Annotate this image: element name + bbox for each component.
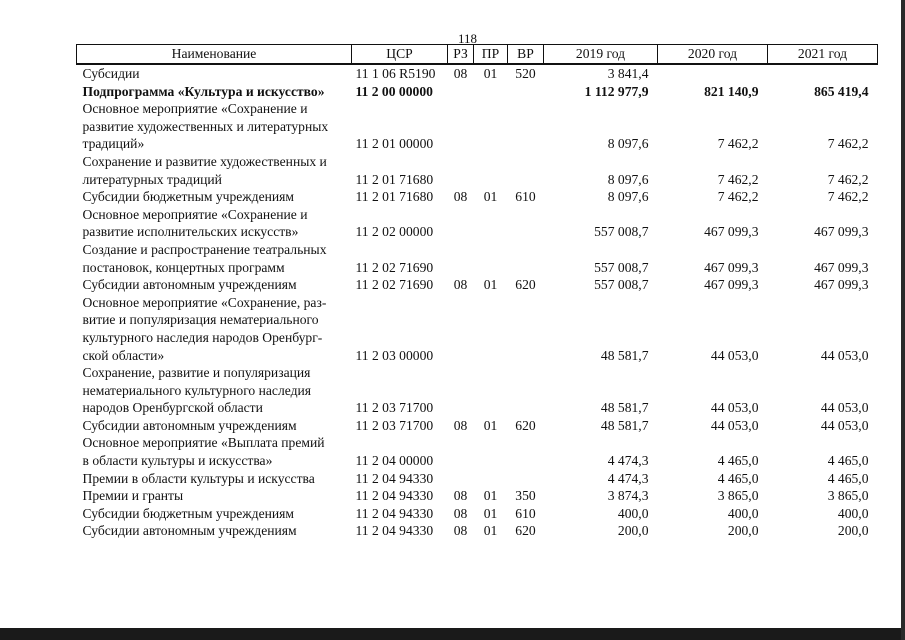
header-pr: ПР [474,45,508,65]
row-rz: 08 [453,488,468,504]
row-value-2020: 3 865,0 [717,488,759,504]
row-value-2021: 467 099,3 [814,224,869,240]
row-rz [448,364,474,417]
row-value-2021: 865 419,4 [814,83,869,99]
header-2021: 2021 год [768,45,878,65]
row-value-2019: 3 874,3 [607,488,649,504]
row-rz [448,470,474,488]
table-row [77,83,878,101]
row-vr [508,294,544,364]
row-value-2019: 1 112 977,9 [584,83,649,99]
row-value-2021: 467 099,3 [814,277,869,293]
row-name: Основное мероприятие «Сохранение и развитие исполнительских искусств» [82,206,308,240]
row-value-2019: 557 008,7 [594,224,649,240]
row-csr: 11 2 01 00000 [355,136,434,152]
row-vr [508,470,544,488]
row-value-2019: 4 474,3 [607,470,649,486]
row-pr: 01 [483,488,498,504]
row-name: Премии и гранты [82,488,184,504]
row-value-2019: 48 581,7 [600,400,649,416]
row-pr [474,470,508,488]
table-row [77,276,878,294]
header-2019: 2019 год [544,45,658,65]
row-name: Субсидии автономным учреждениям [82,417,297,433]
table-row [77,294,878,364]
row-value-2019: 4 474,3 [607,453,649,469]
row-name: Сохранение и развитие художественных и литературных традиций [82,153,327,187]
row-vr: 610 [515,505,536,521]
header-2020: 2020 год [658,45,768,65]
scan-border-bottom [0,628,905,640]
row-value-2021: 44 053,0 [820,417,869,433]
row-pr [474,100,508,153]
row-value-2021 [768,64,878,83]
table-row [77,100,878,153]
row-vr [508,206,544,241]
row-vr [508,100,544,153]
row-rz [448,153,474,188]
row-value-2020: 4 465,0 [717,470,759,486]
row-vr [508,364,544,417]
row-csr: 11 2 01 71680 [355,189,434,205]
row-pr: 01 [483,189,498,205]
row-rz: 08 [453,277,468,293]
row-value-2019: 557 008,7 [594,277,649,293]
row-value-2020: 7 462,2 [717,136,759,152]
row-name: Основное мероприятие «Сохранение, раз- витие и популяризация нематериального культурного наследия народов Оренбург- ской области» [82,294,327,363]
row-vr [508,241,544,276]
table-row [77,153,878,188]
row-pr: 01 [483,277,498,293]
row-value-2020: 7 462,2 [717,171,759,187]
row-name: Основное мероприятие «Сохранение и развитие художественных и литературных традиций» [82,101,329,152]
row-value-2021: 400,0 [837,505,869,521]
row-pr [474,294,508,364]
header-vr: ВР [508,45,544,65]
row-value-2020: 400,0 [727,505,759,521]
row-value-2019: 200,0 [617,523,649,539]
row-value-2021: 200,0 [837,523,869,539]
row-name: Создание и распространение театральных постановок, концертных программ [82,241,327,275]
row-pr [474,206,508,241]
row-rz: 08 [453,505,468,521]
header-name: Наименование [77,45,352,65]
row-vr: 520 [515,66,536,81]
row-csr: 11 2 03 71700 [355,417,434,433]
row-value-2020 [658,64,768,83]
row-value-2021: 4 465,0 [827,470,869,486]
table-row [77,522,878,540]
row-value-2020: 467 099,3 [704,259,759,275]
row-value-2021: 7 462,2 [827,171,869,187]
row-value-2019: 8 097,6 [607,136,649,152]
row-value-2021: 4 465,0 [827,453,869,469]
row-value-2019: 3 841,4 [607,66,649,81]
row-value-2021: 44 053,0 [820,347,869,363]
row-name: Подпрограмма «Культура и искусство» [82,83,325,99]
row-csr: 11 2 02 00000 [355,224,434,240]
row-pr [474,434,508,469]
row-value-2020: 44 053,0 [710,347,759,363]
table-header-row [77,45,878,65]
row-value-2020: 821 140,9 [704,83,759,99]
row-rz [448,241,474,276]
row-pr [474,241,508,276]
row-vr: 620 [515,523,536,539]
table-row [77,417,878,435]
budget-table [76,44,878,540]
row-value-2019: 400,0 [617,505,649,521]
row-value-2020: 467 099,3 [704,277,759,293]
row-value-2020: 467 099,3 [704,224,759,240]
row-csr: 11 2 02 71690 [355,259,434,275]
row-name: Субсидии [82,66,140,81]
table-row [77,487,878,505]
row-vr: 620 [515,417,536,433]
table-row [77,364,878,417]
table-row [77,64,878,83]
row-value-2020: 44 053,0 [710,400,759,416]
row-value-2020: 44 053,0 [710,417,759,433]
row-value-2021: 7 462,2 [827,189,869,205]
row-rz [448,434,474,469]
table-row [77,206,878,241]
row-rz: 08 [453,417,468,433]
row-rz: 08 [453,189,468,205]
row-vr: 350 [515,488,536,504]
table-row [77,470,878,488]
row-value-2020: 200,0 [727,523,759,539]
row-rz [448,206,474,241]
row-vr [508,153,544,188]
row-name: Субсидии бюджетным учреждениям [82,505,295,521]
header-rz: РЗ [448,45,474,65]
row-csr: 11 1 06 R5190 [355,66,436,81]
row-name: Субсидии автономным учреждениям [82,523,297,539]
row-pr: 01 [483,523,498,539]
table-row [77,188,878,206]
row-value-2019: 48 581,7 [600,417,649,433]
row-csr: 11 2 03 00000 [355,347,434,363]
row-value-2019: 8 097,6 [607,171,649,187]
row-rz [448,100,474,153]
row-csr: 11 2 04 94330 [355,470,434,486]
row-pr [474,83,508,101]
row-csr: 11 2 04 94330 [355,488,434,504]
row-value-2021: 467 099,3 [814,259,869,275]
row-csr: 11 2 04 94330 [355,523,434,539]
row-csr: 11 2 01 71680 [355,171,434,187]
row-name: Субсидии автономным учреждениям [82,277,297,293]
row-rz [448,294,474,364]
row-pr [474,153,508,188]
row-vr: 610 [515,189,536,205]
row-name: Сохранение, развитие и популяризация нематериального культурного наследия народов Оренбургской области [82,365,312,416]
row-pr: 01 [483,66,498,81]
row-csr: 11 2 03 71700 [355,400,434,416]
header-csr: ЦСР [352,45,448,65]
row-value-2019: 8 097,6 [607,189,649,205]
row-value-2019: 557 008,7 [594,259,649,275]
row-rz: 08 [453,66,468,81]
row-name: Премии в области культуры и искусства [82,470,315,486]
row-value-2020: 7 462,2 [717,189,759,205]
table-row [77,434,878,469]
scan-border-right [901,0,905,640]
row-value-2021: 44 053,0 [820,400,869,416]
row-pr [474,364,508,417]
row-name: Основное мероприятие «Выплата премий в области культуры и искусства» [82,435,325,469]
row-vr [508,434,544,469]
row-rz: 08 [453,523,468,539]
table-row [77,505,878,523]
row-name: Субсидии бюджетным учреждениям [82,189,295,205]
row-value-2021: 7 462,2 [827,136,869,152]
row-csr: 11 2 00 00000 [355,83,433,99]
row-value-2019: 48 581,7 [600,347,649,363]
row-csr: 11 2 04 00000 [355,453,434,469]
row-pr: 01 [483,505,498,521]
row-pr: 01 [483,417,498,433]
row-csr: 11 2 02 71690 [355,277,434,293]
row-vr [508,83,544,101]
row-value-2020: 4 465,0 [717,453,759,469]
page-number: 118 [458,31,478,46]
row-rz [448,83,474,101]
table-row [77,241,878,276]
row-vr: 620 [515,277,536,293]
row-value-2021: 3 865,0 [827,488,869,504]
row-csr: 11 2 04 94330 [355,505,434,521]
